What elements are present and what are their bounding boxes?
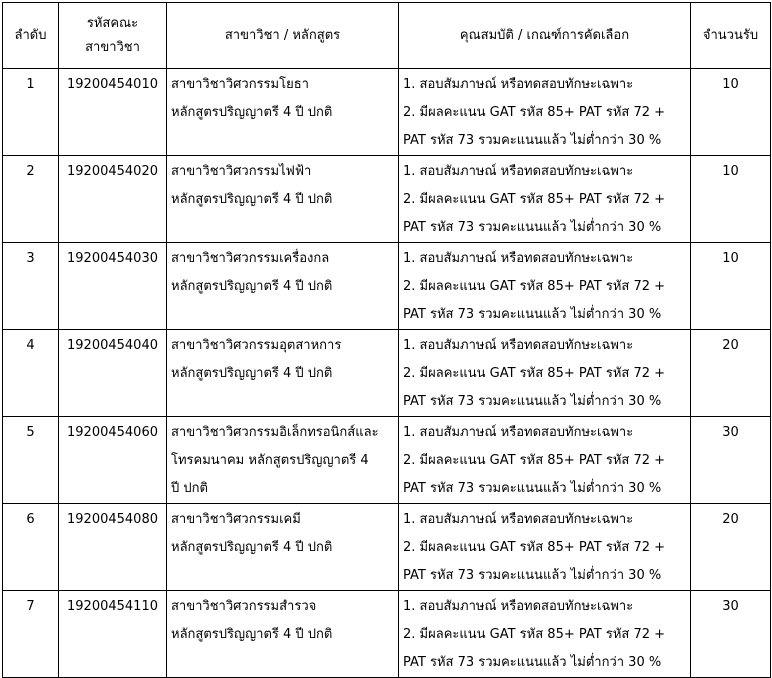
criteria-line: 1. สอบสัมภาษณ์ หรือทดสอบทักษะเฉพาะ	[403, 251, 634, 266]
table-row	[3, 591, 771, 678]
header-order: ลำดับ	[3, 3, 59, 69]
criteria-line: 2. มีผลคะแนน GAT รหัส 85+ PAT รหัส 72 +	[403, 540, 666, 555]
criteria-line: 2. มีผลคะแนน GAT รหัส 85+ PAT รหัส 72 +	[403, 192, 666, 207]
row-order: 7	[3, 591, 59, 678]
program-line: หลักสูตรปริญญาตรี 4 ปี ปกติ	[171, 279, 333, 294]
row-seats: 20	[691, 504, 771, 591]
header-code-line1: รหัสคณะ	[86, 15, 139, 31]
program-line: ปี ปกติ	[171, 481, 208, 496]
program-line: หลักสูตรปริญญาตรี 4 ปี ปกติ	[171, 540, 333, 555]
program-line: หลักสูตรปริญญาตรี 4 ปี ปกติ	[171, 366, 333, 381]
table-row	[3, 330, 771, 417]
row-order: 6	[3, 504, 59, 591]
header-code-line2: สาขาวิชา	[85, 39, 140, 55]
row-criteria	[399, 417, 691, 504]
program-line: สาขาวิชาวิศวกรรมเครื่องกล	[171, 251, 330, 266]
criteria-line: PAT รหัส 73 รวมคะแนนแล้ว ไม่ต่ำกว่า 30 %	[403, 568, 662, 583]
criteria-line: 2. มีผลคะแนน GAT รหัส 85+ PAT รหัส 72 +	[403, 105, 666, 120]
header-seats: จำนวนรับ	[691, 3, 771, 69]
criteria-line: 2. มีผลคะแนน GAT รหัส 85+ PAT รหัส 72 +	[403, 279, 666, 294]
row-program	[167, 69, 399, 156]
criteria-line: 2. มีผลคะแนน GAT รหัส 85+ PAT รหัส 72 +	[403, 366, 666, 381]
program-line: สาขาวิชาวิศวกรรมสำรวจ	[171, 599, 317, 614]
criteria-line: 1. สอบสัมภาษณ์ หรือทดสอบทักษะเฉพาะ	[403, 164, 634, 179]
program-line: สาขาวิชาวิศวกรรมอุตสาหการ	[171, 338, 342, 353]
criteria-line: 1. สอบสัมภาษณ์ หรือทดสอบทักษะเฉพาะ	[403, 77, 634, 92]
table-row	[3, 156, 771, 243]
criteria-line: PAT รหัส 73 รวมคะแนนแล้ว ไม่ต่ำกว่า 30 %	[403, 133, 662, 148]
criteria-line: 2. มีผลคะแนน GAT รหัส 85+ PAT รหัส 72 +	[403, 453, 666, 468]
table-body	[3, 69, 771, 678]
criteria-line: 1. สอบสัมภาษณ์ หรือทดสอบทักษะเฉพาะ	[403, 599, 634, 614]
criteria-line: PAT รหัส 73 รวมคะแนนแล้ว ไม่ต่ำกว่า 30 %	[403, 394, 662, 409]
program-line: สาขาวิชาวิศวกรรมไฟฟ้า	[171, 164, 312, 179]
table-header	[3, 3, 771, 69]
table-row	[3, 417, 771, 504]
row-code: 19200454110	[59, 591, 167, 678]
row-criteria	[399, 243, 691, 330]
program-line: สาขาวิชาวิศวกรรมเคมี	[171, 512, 301, 527]
program-line: สาขาวิชาวิศวกรรมโยธา	[171, 77, 309, 92]
row-seats: 30	[691, 591, 771, 678]
row-seats: 30	[691, 417, 771, 504]
header-row	[3, 3, 771, 69]
table-row	[3, 504, 771, 591]
criteria-line: PAT รหัส 73 รวมคะแนนแล้ว ไม่ต่ำกว่า 30 %	[403, 481, 662, 496]
row-code: 19200454030	[59, 243, 167, 330]
row-seats: 10	[691, 156, 771, 243]
program-line: หลักสูตรปริญญาตรี 4 ปี ปกติ	[171, 105, 333, 120]
program-line: หลักสูตรปริญญาตรี 4 ปี ปกติ	[171, 192, 333, 207]
row-program	[167, 591, 399, 678]
row-program	[167, 156, 399, 243]
row-code: 19200454080	[59, 504, 167, 591]
row-code: 19200454010	[59, 69, 167, 156]
row-code: 19200454060	[59, 417, 167, 504]
header-program: สาขาวิชา / หลักสูตร	[167, 3, 399, 69]
header-criteria: คุณสมบัติ / เกณฑ์การคัดเลือก	[399, 3, 691, 69]
row-seats: 10	[691, 69, 771, 156]
row-seats: 10	[691, 243, 771, 330]
row-criteria	[399, 330, 691, 417]
row-program	[167, 330, 399, 417]
row-order: 4	[3, 330, 59, 417]
row-criteria	[399, 69, 691, 156]
row-seats: 20	[691, 330, 771, 417]
criteria-line: PAT รหัส 73 รวมคะแนนแล้ว ไม่ต่ำกว่า 30 %	[403, 655, 662, 670]
program-line: โทรคมนาคม หลักสูตรปริญญาตรี 4	[171, 453, 369, 468]
row-order: 5	[3, 417, 59, 504]
table-row	[3, 69, 771, 156]
criteria-line: 1. สอบสัมภาษณ์ หรือทดสอบทักษะเฉพาะ	[403, 512, 634, 527]
row-criteria	[399, 504, 691, 591]
admission-table	[2, 2, 771, 678]
program-line: หลักสูตรปริญญาตรี 4 ปี ปกติ	[171, 627, 333, 642]
row-program	[167, 504, 399, 591]
table-row	[3, 243, 771, 330]
row-criteria	[399, 156, 691, 243]
row-program	[167, 243, 399, 330]
row-criteria	[399, 591, 691, 678]
criteria-line: 2. มีผลคะแนน GAT รหัส 85+ PAT รหัส 72 +	[403, 627, 666, 642]
criteria-line: PAT รหัส 73 รวมคะแนนแล้ว ไม่ต่ำกว่า 30 %	[403, 307, 662, 322]
program-line: สาขาวิชาวิศวกรรมอิเล็กทรอนิกส์และ	[171, 425, 379, 440]
header-code	[59, 3, 167, 69]
criteria-line: 1. สอบสัมภาษณ์ หรือทดสอบทักษะเฉพาะ	[403, 338, 634, 353]
row-code: 19200454020	[59, 156, 167, 243]
criteria-line: PAT รหัส 73 รวมคะแนนแล้ว ไม่ต่ำกว่า 30 %	[403, 220, 662, 235]
row-order: 1	[3, 69, 59, 156]
row-program	[167, 417, 399, 504]
row-order: 3	[3, 243, 59, 330]
criteria-line: 1. สอบสัมภาษณ์ หรือทดสอบทักษะเฉพาะ	[403, 425, 634, 440]
row-code: 19200454040	[59, 330, 167, 417]
row-order: 2	[3, 156, 59, 243]
